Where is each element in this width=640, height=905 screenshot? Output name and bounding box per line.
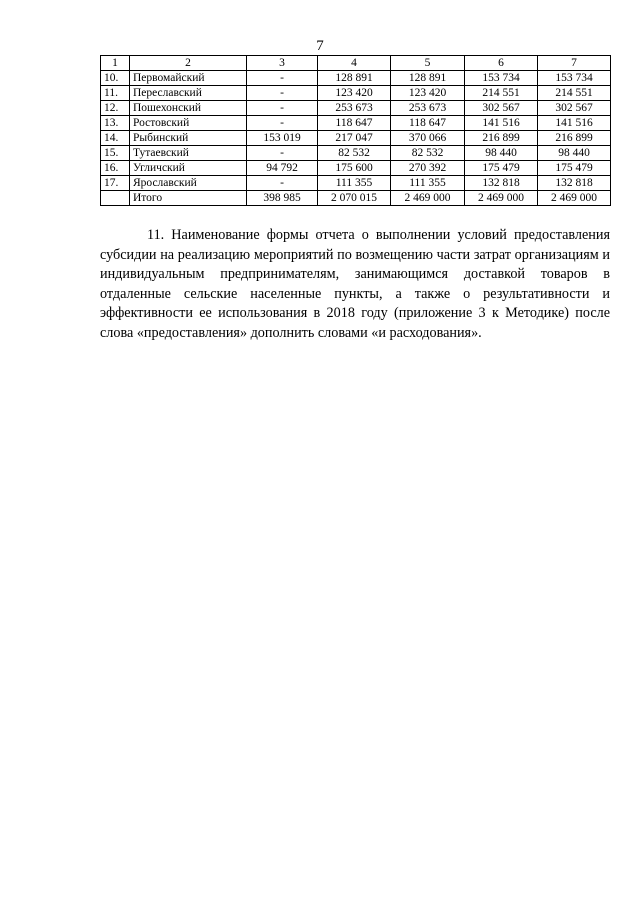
value-cell: 111 355 <box>391 176 465 191</box>
value-cell: 217 047 <box>318 131 391 146</box>
value-cell: - <box>247 101 318 116</box>
header-cell: 2 <box>130 56 247 71</box>
row-number-cell: 12. <box>101 101 130 116</box>
value-cell: 98 440 <box>465 146 538 161</box>
value-cell: 123 420 <box>391 86 465 101</box>
value-cell: 175 479 <box>538 161 611 176</box>
value-cell: 132 818 <box>465 176 538 191</box>
row-number-cell: 14. <box>101 131 130 146</box>
value-cell: 253 673 <box>391 101 465 116</box>
value-cell: - <box>247 71 318 86</box>
value-cell: 216 899 <box>465 131 538 146</box>
value-cell: 141 516 <box>538 116 611 131</box>
value-cell: 370 066 <box>391 131 465 146</box>
value-cell: 270 392 <box>391 161 465 176</box>
district-name-cell: Рыбинский <box>130 131 247 146</box>
district-name-cell: Первомайский <box>130 71 247 86</box>
value-cell: 2 469 000 <box>465 191 538 206</box>
row-number-cell: 11. <box>101 86 130 101</box>
value-cell: 128 891 <box>391 71 465 86</box>
row-number-cell: 17. <box>101 176 130 191</box>
value-cell: - <box>247 176 318 191</box>
value-cell: 175 479 <box>465 161 538 176</box>
value-cell: 82 532 <box>318 146 391 161</box>
district-name-cell: Пошехонский <box>130 101 247 116</box>
header-cell: 4 <box>318 56 391 71</box>
table-row <box>101 86 611 101</box>
district-name-cell: Тутаевский <box>130 146 247 161</box>
value-cell: 302 567 <box>465 101 538 116</box>
row-number-cell: 13. <box>101 116 130 131</box>
value-cell: - <box>247 86 318 101</box>
header-cell: 5 <box>391 56 465 71</box>
table-body <box>101 56 611 206</box>
district-name-cell: Ярославский <box>130 176 247 191</box>
table-row <box>101 176 611 191</box>
page-number: 7 <box>316 38 324 54</box>
value-cell: 214 551 <box>538 86 611 101</box>
value-cell: 118 647 <box>318 116 391 131</box>
value-cell: 82 532 <box>391 146 465 161</box>
value-cell: 214 551 <box>465 86 538 101</box>
value-cell: - <box>247 146 318 161</box>
table-row <box>101 116 611 131</box>
value-cell: 118 647 <box>391 116 465 131</box>
value-cell: 153 734 <box>465 71 538 86</box>
value-cell: 2 070 015 <box>318 191 391 206</box>
table-row <box>101 146 611 161</box>
value-cell: 153 019 <box>247 131 318 146</box>
value-cell: - <box>247 116 318 131</box>
value-cell: 398 985 <box>247 191 318 206</box>
data-table <box>100 55 611 206</box>
amendment-paragraph: 11. Наименование формы отчета о выполнении условий предоставления субсидии на реализацию мероприятий по возмещению части затрат организациям и индивидуальным предпринимателям, занимающимся доставкой товаров в отдаленные сельские населенные пункты, а также о результативности и эффективности ее использования в 2018 году (приложение 3 к Методике) после слова «предоставления» дополнить словами «и расходования». <box>100 227 610 341</box>
value-cell: 132 818 <box>538 176 611 191</box>
value-cell: 216 899 <box>538 131 611 146</box>
row-number-cell <box>101 191 130 206</box>
value-cell: 2 469 000 <box>538 191 611 206</box>
table-header-row <box>101 56 611 71</box>
value-cell: 123 420 <box>318 86 391 101</box>
table-total-row <box>101 191 611 206</box>
value-cell: 128 891 <box>318 71 391 86</box>
table-row <box>101 161 611 176</box>
header-cell: 7 <box>538 56 611 71</box>
header-cell: 1 <box>101 56 130 71</box>
value-cell: 153 734 <box>538 71 611 86</box>
row-number-cell: 10. <box>101 71 130 86</box>
value-cell: 175 600 <box>318 161 391 176</box>
value-cell: 2 469 000 <box>391 191 465 206</box>
table-row <box>101 71 611 86</box>
district-name-cell: Итого <box>130 191 247 206</box>
district-name-cell: Переславский <box>130 86 247 101</box>
table-row <box>101 131 611 146</box>
header-cell: 3 <box>247 56 318 71</box>
district-name-cell: Угличский <box>130 161 247 176</box>
row-number-cell: 16. <box>101 161 130 176</box>
value-cell: 98 440 <box>538 146 611 161</box>
value-cell: 253 673 <box>318 101 391 116</box>
header-cell: 6 <box>465 56 538 71</box>
table-row <box>101 101 611 116</box>
value-cell: 94 792 <box>247 161 318 176</box>
value-cell: 111 355 <box>318 176 391 191</box>
value-cell: 302 567 <box>538 101 611 116</box>
district-name-cell: Ростовский <box>130 116 247 131</box>
row-number-cell: 15. <box>101 146 130 161</box>
value-cell: 141 516 <box>465 116 538 131</box>
